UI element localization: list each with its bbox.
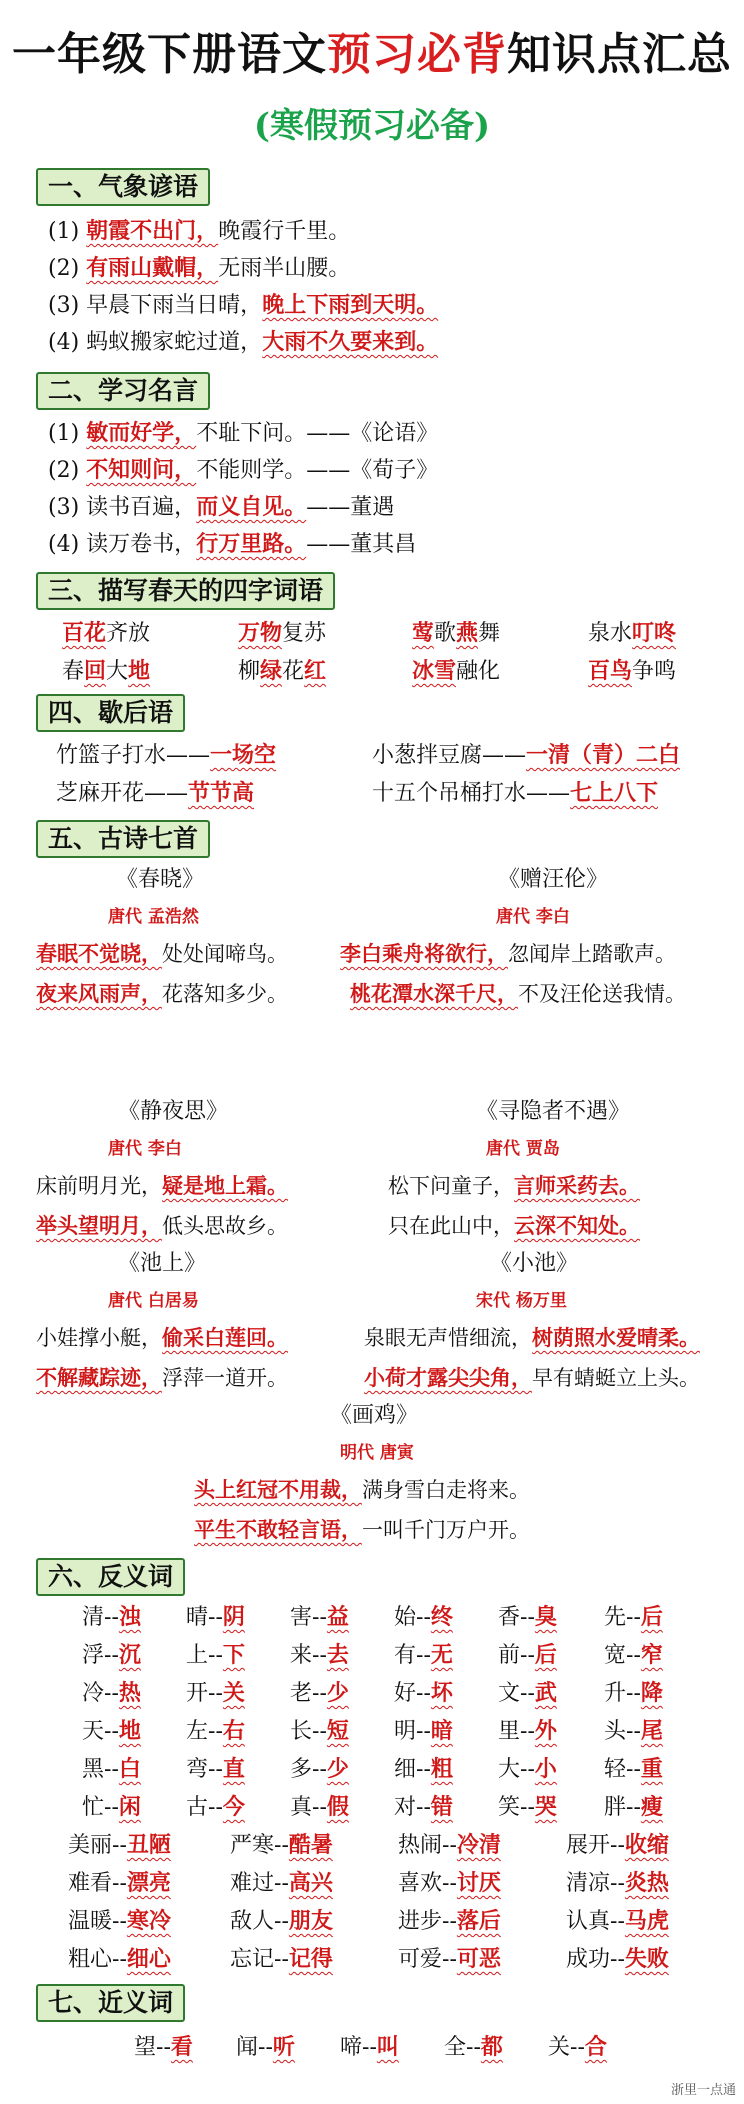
poem-line: 小娃撑小艇，偷采白莲回。 — [36, 1325, 288, 1350]
antonym-pair: 弯--直 — [186, 1756, 245, 1782]
antonym-pair: 展开--收缩 — [566, 1832, 669, 1858]
poem-title-huaji: 《画鸡》 — [330, 1403, 419, 1428]
antonym-pair: 冷--热 — [82, 1680, 141, 1706]
poem-line: 泉眼无声惜细流，树荫照水爱晴柔。 — [364, 1325, 700, 1350]
antonym-pair: 对--错 — [394, 1794, 453, 1820]
poem-author-chishang: 唐代 白居易 — [108, 1291, 199, 1311]
quote-line-2: (2) 不知则问，不能则学。——《荀子》 — [48, 457, 439, 483]
synonym-pair: 望--看 — [134, 2034, 193, 2060]
antonym-pair: 害--益 — [290, 1604, 349, 1630]
synonym-pair: 全--都 — [444, 2034, 503, 2060]
antonym-pair: 进步--落后 — [398, 1908, 501, 1934]
antonym-pair: 敌人--朋友 — [230, 1908, 333, 1934]
antonym-pair: 严寒--酷暑 — [230, 1832, 333, 1858]
antonym-pair: 成功--失败 — [566, 1946, 669, 1972]
antonym-pair: 上--下 — [186, 1642, 245, 1668]
idiom-2: 万物复苏 — [238, 620, 327, 646]
section-header-ancient-poems: 五、古诗七首 — [36, 820, 210, 858]
quote-line-3: (3) 读书百遍，而义自见。——董遇 — [48, 494, 395, 520]
poem-line: 春眠不觉晓，处处闻啼鸟。 — [36, 941, 288, 966]
antonym-pair: 笑--哭 — [498, 1794, 557, 1820]
antonym-pair: 清--浊 — [82, 1604, 141, 1630]
synonym-pair: 闻--听 — [236, 2034, 295, 2060]
poem-author-huaji: 明代 唐寅 — [340, 1443, 414, 1463]
idiom-3: 莺歌燕舞 — [412, 620, 501, 646]
antonym-pair: 里--外 — [498, 1718, 557, 1744]
antonym-pair: 轻--重 — [604, 1756, 663, 1782]
quote-line-1: (1) 敏而好学，不耻下问。——《论语》 — [48, 420, 439, 446]
poem-line: 松下问童子，言师采药去。 — [388, 1173, 640, 1198]
antonym-pair: 古--今 — [186, 1794, 245, 1820]
idiom-6: 柳绿花红 — [238, 658, 327, 684]
poem-line: 平生不敢轻言语，一叫千门万户开。 — [194, 1517, 530, 1542]
poem-title-xiaochi: 《小池》 — [490, 1251, 579, 1276]
antonym-pair: 温暖--寒冷 — [68, 1908, 171, 1934]
synonym-pair: 啼--叫 — [340, 2034, 399, 2060]
antonym-pair: 美丽--丑陋 — [68, 1832, 171, 1858]
poem-title-xunyinzhe: 《寻隐者不遇》 — [476, 1099, 631, 1124]
antonym-pair: 有--无 — [394, 1642, 453, 1668]
antonym-pair: 喜欢--讨厌 — [398, 1870, 501, 1896]
antonym-pair: 胖--瘦 — [604, 1794, 663, 1820]
idiom-7: 冰雪融化 — [412, 658, 501, 684]
poem-title-jingyesi: 《静夜思》 — [118, 1099, 229, 1124]
antonym-pair: 难过--高兴 — [230, 1870, 333, 1896]
poem-line: 夜来风雨声，花落知多少。 — [36, 981, 288, 1006]
antonym-pair: 黑--白 — [82, 1756, 141, 1782]
antonym-pair: 来--去 — [290, 1642, 349, 1668]
poem-author-chunxiao: 唐代 孟浩然 — [108, 907, 199, 927]
antonym-pair: 头--尾 — [604, 1718, 663, 1744]
antonym-pair: 可爱--可恶 — [398, 1946, 501, 1972]
section-header-spring-idioms: 三、描写春天的四字词语 — [36, 572, 335, 610]
quote-line-4: (4) 读万卷书，行万里路。——董其昌 — [48, 531, 417, 557]
antonym-pair: 细--粗 — [394, 1756, 453, 1782]
antonym-pair: 宽--窄 — [604, 1642, 663, 1668]
antonym-pair: 认真--马虎 — [566, 1908, 669, 1934]
antonym-pair: 热闹--冷清 — [398, 1832, 501, 1858]
poem-title-chishang: 《池上》 — [118, 1251, 207, 1276]
antonym-pair: 好--坏 — [394, 1680, 453, 1706]
antonym-pair: 难看--漂亮 — [68, 1870, 171, 1896]
xiehouyu-1: 竹篮子打水——一场空 — [56, 742, 277, 768]
xiehouyu-3: 芝麻开花——节节高 — [56, 780, 255, 806]
poem-line: 不解藏踪迹，浮萍一道开。 — [36, 1365, 288, 1390]
poem-line: 桃花潭水深千尺，不及汪伦送我情。 — [350, 981, 686, 1006]
antonym-pair: 多--少 — [290, 1756, 349, 1782]
synonym-pair: 关--合 — [548, 2034, 607, 2060]
xiehouyu-2: 小葱拌豆腐——一清（青）二白 — [372, 742, 681, 768]
proverb-line-1: (1) 朝霞不出门，晚霞行千里。 — [48, 218, 351, 244]
poem-line: 举头望明月，低头思故乡。 — [36, 1213, 288, 1238]
antonym-pair: 忘记--记得 — [230, 1946, 333, 1972]
poem-author-xunyinzhe: 唐代 贾岛 — [486, 1139, 560, 1159]
section-header-xiehouyu: 四、歇后语 — [36, 694, 185, 732]
antonym-pair: 天--地 — [82, 1718, 141, 1744]
proverb-line-4: (4) 蚂蚁搬家蛇过道，大雨不久要来到。 — [48, 329, 439, 355]
idiom-4: 泉水叮咚 — [588, 620, 677, 646]
section-header-synonyms: 七、近义词 — [36, 1984, 185, 2022]
antonym-pair: 香--臭 — [498, 1604, 557, 1630]
antonym-pair: 大--小 — [498, 1756, 557, 1782]
watermark: 浙里一点通 — [670, 2083, 736, 2098]
idiom-1: 百花齐放 — [62, 620, 151, 646]
xiehouyu-4: 十五个吊桶打水——七上八下 — [372, 780, 659, 806]
antonym-pair: 文--武 — [498, 1680, 557, 1706]
poem-line: 头上红冠不用裁，满身雪白走将来。 — [194, 1477, 530, 1502]
antonym-pair: 粗心--细心 — [68, 1946, 171, 1972]
poem-author-jingyesi: 唐代 李白 — [108, 1139, 182, 1159]
poem-line: 李白乘舟将欲行，忽闻岸上踏歌声。 — [340, 941, 676, 966]
proverb-line-2: (2) 有雨山戴帽，无雨半山腰。 — [48, 255, 351, 281]
page-title: 一年级下册语文预习必背知识点汇总 — [12, 29, 732, 80]
idiom-5: 春回大地 — [62, 658, 151, 684]
poem-line: 只在此山中，云深不知处。 — [388, 1213, 640, 1238]
antonym-pair: 前--后 — [498, 1642, 557, 1668]
poem-title-zengwanglun: 《赠汪伦》 — [498, 867, 609, 892]
section-header-study-quotes: 二、学习名言 — [36, 372, 210, 410]
antonym-pair: 真--假 — [290, 1794, 349, 1820]
antonym-pair: 始--终 — [394, 1604, 453, 1630]
poem-line: 小荷才露尖尖角，早有蜻蜓立上头。 — [364, 1365, 700, 1390]
antonym-pair: 先--后 — [604, 1604, 663, 1630]
antonym-pair: 左--右 — [186, 1718, 245, 1744]
antonym-pair: 清凉--炎热 — [566, 1870, 669, 1896]
antonym-pair: 晴--阴 — [186, 1604, 245, 1630]
section-header-antonyms: 六、反义词 — [36, 1558, 185, 1596]
poem-line: 床前明月光，疑是地上霜。 — [36, 1173, 288, 1198]
antonym-pair: 开--关 — [186, 1680, 245, 1706]
antonym-pair: 升--降 — [604, 1680, 663, 1706]
idiom-8: 百鸟争鸣 — [588, 658, 677, 684]
antonym-pair: 忙--闲 — [82, 1794, 141, 1820]
antonym-pair: 浮--沉 — [82, 1642, 141, 1668]
proverb-line-3: (3) 早晨下雨当日晴，晚上下雨到天明。 — [48, 292, 439, 318]
antonym-pair: 长--短 — [290, 1718, 349, 1744]
poem-author-xiaochi: 宋代 杨万里 — [476, 1291, 567, 1311]
poem-title-chunxiao: 《春晓》 — [116, 867, 205, 892]
antonym-pair: 老--少 — [290, 1680, 349, 1706]
antonym-pair: 明--暗 — [394, 1718, 453, 1744]
poem-author-zengwanglun: 唐代 李白 — [496, 907, 570, 927]
section-header-weather-proverbs: 一、气象谚语 — [36, 168, 210, 206]
page-subtitle: (寒假预习必备) — [253, 106, 491, 146]
